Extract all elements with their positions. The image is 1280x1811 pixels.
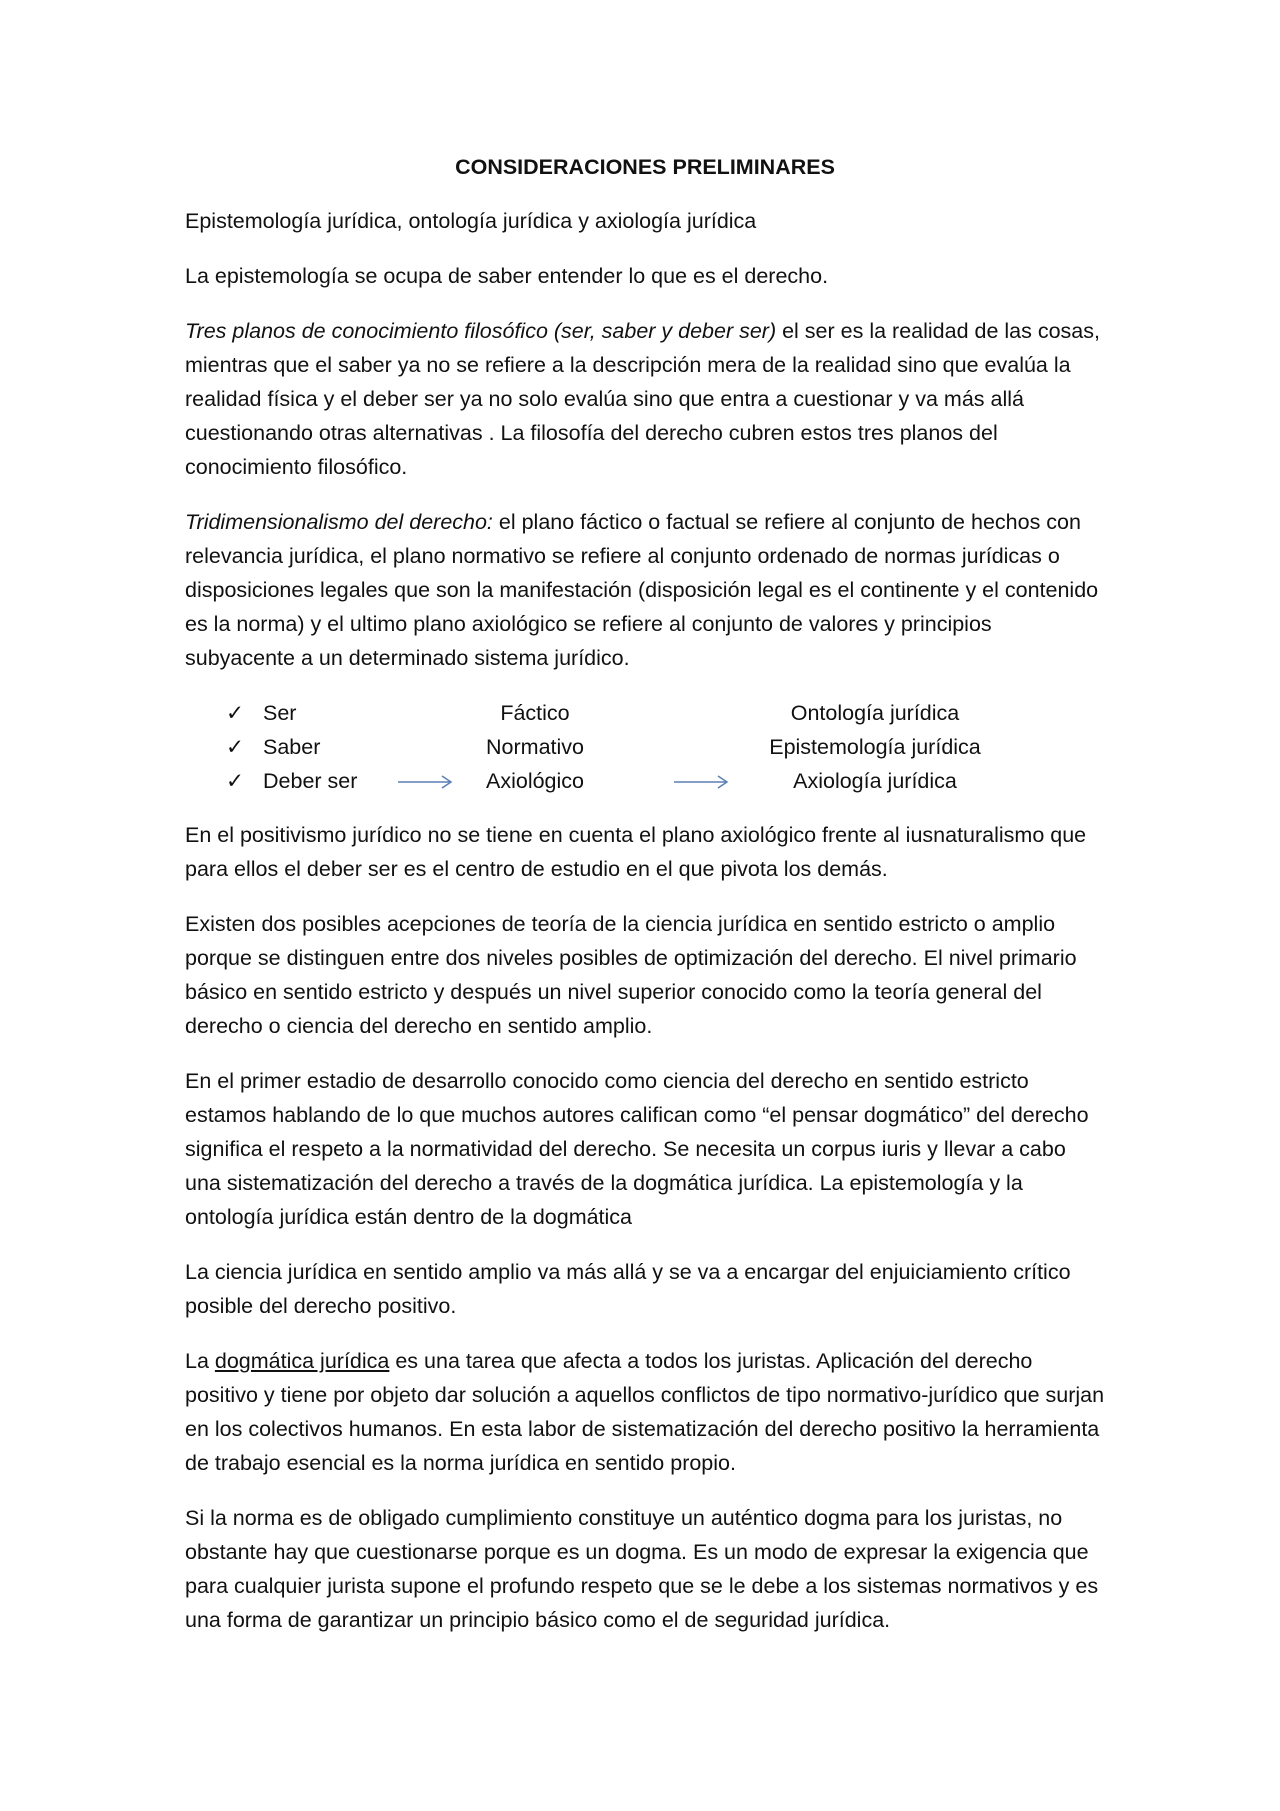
- planes-table: [185, 696, 1105, 798]
- paragraph-positivism: En el positivismo jurídico no se tiene en cuenta el plano axiológico frente al iusnaturalismo que para ellos el deber ser es el centro de estudio en el que pivota los demás.: [185, 823, 1087, 881]
- subtitle-paragraph: Epistemología jurídica, ontología jurídica y axiología jurídica: [185, 209, 757, 233]
- right-arrow-icon: [397, 774, 453, 790]
- planes-row: [185, 730, 1105, 764]
- paragraph-dogmatics: [185, 1344, 1105, 1480]
- plane-name: Deber ser: [263, 769, 358, 793]
- tridimensionalism-heading: Tridimensionalismo del derecho:: [185, 510, 493, 534]
- paragraph-first-stage: En el primer estadio de desarrollo conocido como ciencia del derecho en sentido estricto estamos hablando de lo que muchos autores califican como “el pensar dogmático” del derecho significa el respeto a la normatividad del derecho. Se necesita un corpus iuris y llevar a cabo una sistematización del derecho a través de la dogmática jurídica. La epistemología y la ontología jurídica están dentro de la dogmática: [185, 1069, 1089, 1229]
- paragraph-two-meanings: Existen dos posibles acepciones de teoría de la ciencia jurídica en sentido estricto o amplio porque se distinguen entre dos niveles posibles de optimización del derecho. El nivel primario básico en sentido estricto y después un nivel superior conocido como la teoría general del derecho o ciencia del derecho en sentido amplio.: [185, 912, 1077, 1038]
- plane-name: Saber: [263, 735, 321, 759]
- document-body: [185, 150, 1105, 1658]
- paragraph-tridimensionalism: [185, 505, 1105, 675]
- checkmark-icon: ✓: [225, 701, 244, 725]
- plane-discipline: Axiología jurídica: [793, 769, 957, 793]
- three-planes-heading: Tres planos de conocimiento filosófico (ser, saber y deber ser): [185, 319, 777, 343]
- plane-name: Ser: [263, 701, 297, 725]
- paragraph-broad-science: La ciencia jurídica en sentido amplio va más allá y se va a encargar del enjuiciamiento crítico posible del derecho positivo.: [185, 1260, 1071, 1318]
- tridimensionalism-text: el plano fáctico o factual se refiere al conjunto de hechos con relevancia jurídica, el plano normativo se refiere al conjunto ordenado de normas jurídicas o disposiciones legales que son la manifestación (disposición legal es el continente y el contenido es la norma) y el ultimo plano axiológico se refiere al conjunto de valores y principios subyacente a un determinado sistema jurídico.: [185, 510, 1099, 670]
- planes-row: [185, 764, 1105, 798]
- dogmatics-text: es una tarea que afecta a todos los juristas. Aplicación del derecho positivo y tiene por objeto dar solución a aquellos conflictos de tipo normativo-jurídico que surjan en los colectivos humanos. En esta labor de sistematización del derecho positivo la herramienta de trabajo esencial es la norma jurídica en sentido propio.: [185, 1349, 1105, 1475]
- checkmark-icon: ✓: [225, 735, 244, 759]
- plane-dimension: Normativo: [486, 735, 584, 759]
- document-title: CONSIDERACIONES PRELIMINARES: [455, 155, 835, 179]
- checkmark-icon: ✓: [225, 769, 244, 793]
- right-arrow-icon: [673, 774, 729, 790]
- dogmatics-prefix: La: [185, 1349, 215, 1373]
- paragraph-three-planes: [185, 314, 1105, 484]
- plane-dimension: Fáctico: [500, 701, 570, 725]
- plane-dimension: Axiológico: [486, 769, 584, 793]
- dogmatics-underlined-term: dogmática jurídica: [214, 1349, 390, 1373]
- paragraph-norm-dogma: Si la norma es de obligado cumplimiento constituye un auténtico dogma para los juristas, no obstante hay que cuestionarse porque es un dogma. Es un modo de expresar la exigencia que para cualquier jurista supone el profundo respeto que se le debe a los sistemas normativos y es una forma de garantizar un principio básico como el de seguridad jurídica.: [185, 1506, 1099, 1632]
- paragraph-epistemology: La epistemología se ocupa de saber entender lo que es el derecho.: [185, 264, 829, 288]
- three-planes-text: el ser es la realidad de las cosas, mientras que el saber ya no se refiere a la descripción mera de la realidad sino que evalúa la realidad física y el deber ser ya no solo evalúa sino que entra a cuestionar y va más allá cuestionando otras alternativas . La filosofía del derecho cubren estos tres planos del conocimiento filosófico.: [185, 319, 1100, 479]
- planes-row: [185, 696, 1105, 730]
- plane-discipline: Ontología jurídica: [790, 701, 960, 725]
- plane-discipline: Epistemología jurídica: [769, 735, 981, 759]
